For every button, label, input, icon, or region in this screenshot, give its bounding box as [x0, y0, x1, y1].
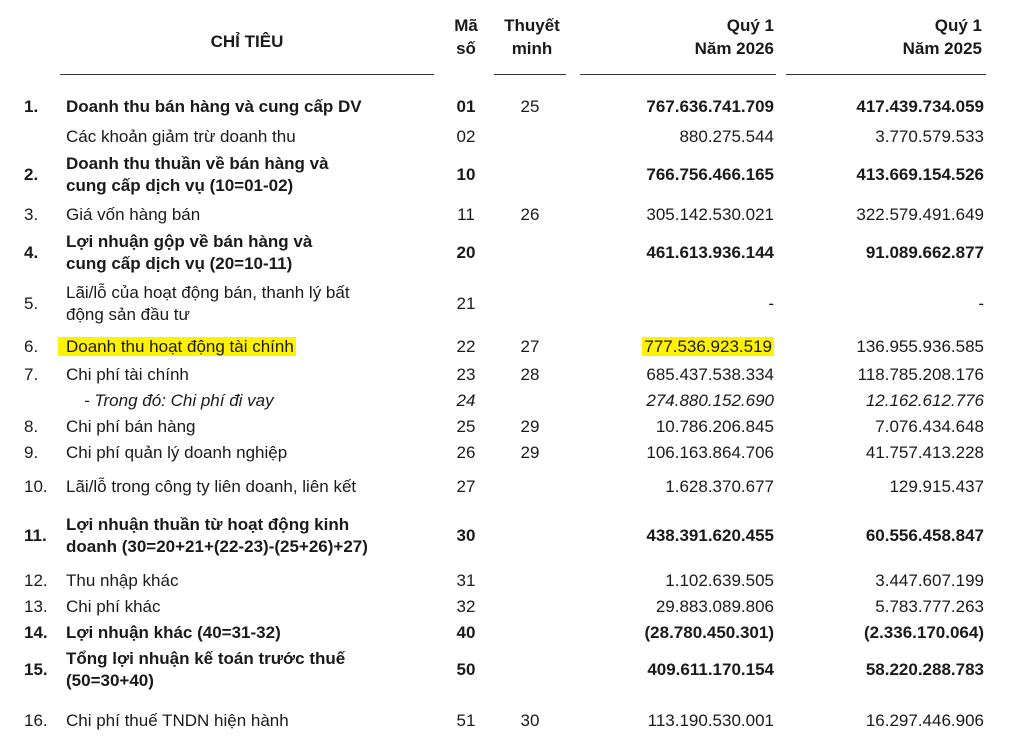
header-q2025-line2: Năm 2025 — [902, 39, 982, 58]
row-label-line1: Lãi/lỗ của hoạt động bán, thanh lý bất — [66, 283, 350, 302]
row-value-2026: 305.142.530.021 — [646, 205, 774, 224]
row-number: 10. — [24, 477, 48, 496]
header-chi-tieu: CHỈ TIÊU — [210, 32, 284, 51]
row-label-line1: Tổng lợi nhuận kế toán trước thuế — [66, 649, 346, 668]
row-label-line2: cung cấp dịch vụ (20=10-11) — [66, 254, 293, 273]
row-value-2025: 417.439.734.059 — [856, 97, 984, 116]
row-number: 12. — [24, 571, 48, 590]
row-label — [66, 282, 436, 326]
row-number: 1. — [24, 97, 39, 116]
row-code: 50 — [456, 660, 476, 679]
row-value-2026: (28.780.450.301) — [644, 623, 774, 642]
row-value-2025: 41.757.413.228 — [865, 443, 984, 462]
row-label: Chi phí quản lý doanh nghiệp — [66, 443, 288, 462]
row-value-2025: 136.955.936.585 — [856, 337, 984, 356]
row-label: Doanh thu bán hàng và cung cấp DV — [66, 97, 362, 116]
row-number: 2. — [24, 165, 39, 184]
row-value-2025: (2.336.170.064) — [863, 623, 984, 642]
row-number: 6. — [24, 337, 39, 356]
row-value-2025: 60.556.458.847 — [865, 526, 984, 545]
row-number: 5. — [24, 294, 39, 313]
row-code: 01 — [456, 97, 476, 116]
row-number: 11. — [24, 526, 47, 545]
row-number: 8. — [24, 417, 39, 436]
row-number: 13. — [24, 597, 48, 616]
row-code: 22 — [456, 337, 476, 356]
row-label: Thu nhập khác — [66, 571, 179, 590]
row-value-2026: 106.163.864.706 — [646, 443, 774, 462]
row-label-line2: động sản đầu tư — [66, 305, 190, 324]
row-code: 20 — [456, 243, 476, 262]
row-value-2025: 7.076.434.648 — [875, 417, 984, 436]
row-label: Chi phí khác — [66, 597, 161, 616]
row-value-2026: 409.611.170.154 — [647, 660, 774, 679]
row-code: 26 — [456, 443, 476, 462]
row-code: 30 — [456, 526, 476, 545]
row-number: 4. — [24, 243, 39, 262]
row-code: 51 — [456, 711, 476, 730]
row-code: 32 — [456, 597, 476, 616]
table-row — [0, 153, 1015, 197]
row-value-2026: 438.391.620.455 — [646, 526, 774, 545]
row-label: Chi phí bán hàng — [66, 417, 196, 436]
row-value-2026: 766.756.466.165 — [646, 165, 774, 184]
header-q2025 — [784, 14, 982, 60]
row-label-line2: doanh (30=20+21+(22-23)-(25+26)+27) — [66, 537, 368, 556]
row-note: 29 — [520, 443, 540, 462]
table-row — [0, 648, 1015, 692]
row-label: Giá vốn hàng bán — [66, 205, 201, 224]
row-label-line1: Lợi nhuận thuần từ hoạt động kinh — [66, 515, 350, 534]
highlight-mark: 777.536.923.519 — [644, 337, 772, 356]
row-code: 24 — [456, 391, 476, 410]
header-rule-thuyet-minh — [494, 74, 566, 75]
row-label — [66, 336, 436, 358]
row-value-2025: - — [978, 294, 984, 313]
row-value-2026: 461.613.936.144 — [646, 243, 774, 262]
row-label — [66, 514, 436, 558]
row-note: 25 — [520, 97, 540, 116]
header-rule-chi-tieu — [60, 74, 434, 75]
row-label-line1: Doanh thu thuần về bán hàng và — [66, 154, 329, 173]
row-value-2026: - — [768, 294, 774, 313]
row-code: 31 — [456, 571, 476, 590]
row-label: Lợi nhuận khác (40=31-32) — [66, 623, 281, 642]
row-note: 29 — [520, 417, 540, 436]
row-code: 02 — [456, 127, 476, 146]
row-number: 3. — [24, 205, 39, 224]
row-note: 26 — [520, 205, 540, 224]
row-number: 15. — [24, 660, 48, 679]
row-label: Các khoản giảm trừ doanh thu — [66, 127, 296, 146]
header-q2026 — [580, 14, 774, 60]
row-value-2025: 58.220.288.783 — [865, 660, 984, 679]
row-value-2026: 685.437.538.334 — [646, 365, 774, 384]
row-value-2025: 16.297.446.906 — [865, 711, 984, 730]
row-value-2026: 1.628.370.677 — [665, 477, 774, 496]
row-value-2025: 3.447.607.199 — [875, 571, 984, 590]
header-thuyet-minh — [494, 14, 570, 60]
row-value-2025: 3.770.579.533 — [875, 127, 984, 146]
row-code: 25 — [456, 417, 476, 436]
row-value-2026: 1.102.639.505 — [665, 571, 774, 590]
row-value-2025: 12.162.612.776 — [865, 391, 984, 410]
row-value-2026: 767.636.741.709 — [646, 97, 774, 116]
header-q2026-line1: Quý 1 — [726, 16, 774, 35]
row-label: Chi phí tài chính — [66, 365, 189, 384]
row-note: 28 — [520, 365, 540, 384]
header-rule-q2025 — [786, 74, 986, 75]
header-q2026-line2: Năm 2026 — [694, 39, 774, 58]
row-code: 11 — [457, 205, 475, 224]
table-row — [0, 282, 1015, 326]
row-label — [66, 153, 436, 197]
row-label-line2: cung cấp dịch vụ (10=01-02) — [66, 176, 294, 195]
header-ma-so-line2: số — [456, 39, 476, 58]
row-value-2026 — [578, 336, 774, 358]
row-value-2026: 113.190.530.001 — [647, 711, 774, 730]
row-value-2026: 10.786.206.845 — [655, 417, 774, 436]
row-label: - Trong đó: Chi phí đi vay — [84, 391, 274, 410]
header-ma-so-line1: Mã — [454, 16, 478, 35]
header-rule-q2026 — [580, 74, 776, 75]
row-note: 27 — [520, 337, 540, 356]
row-number: 9. — [24, 443, 39, 462]
row-label: Lãi/lỗ trong công ty liên doanh, liên kết — [66, 477, 357, 496]
highlight-mark: Doanh thu hoạt động tài chính — [58, 337, 296, 356]
row-code: 21 — [456, 294, 476, 313]
header-thuyet-minh-line2: minh — [511, 39, 553, 58]
row-code: 23 — [456, 365, 476, 384]
row-note: 30 — [520, 711, 540, 730]
header-thuyet-minh-line1: Thuyết — [504, 16, 560, 35]
row-value-2026: 274.880.152.690 — [646, 391, 774, 410]
row-number: 16. — [24, 711, 48, 730]
row-value-2026: 29.883.089.806 — [655, 597, 774, 616]
row-label-line1: Lợi nhuận gộp về bán hàng và — [66, 232, 313, 251]
row-value-2025: 91.089.662.877 — [865, 243, 984, 262]
row-code: 40 — [456, 623, 476, 642]
row-code: 27 — [456, 477, 476, 496]
row-value-2025: 5.783.777.263 — [875, 597, 984, 616]
row-value-2025: 322.579.491.649 — [856, 205, 984, 224]
header-ma-so — [440, 14, 492, 60]
row-label: Chi phí thuế TNDN hiện hành — [66, 711, 289, 730]
row-value-2025: 413.669.154.526 — [856, 165, 984, 184]
row-label-line2: (50=30+40) — [66, 671, 154, 690]
table-row — [0, 514, 1015, 558]
row-number: 14. — [24, 623, 48, 642]
header-q2025-line1: Quý 1 — [934, 16, 982, 35]
row-label — [66, 231, 436, 275]
row-label — [66, 648, 436, 692]
row-number: 7. — [24, 365, 39, 384]
table-row — [0, 231, 1015, 275]
row-value-2025: 129.915.437 — [889, 477, 984, 496]
row-code: 10 — [456, 165, 476, 184]
row-value-2025: 118.785.208.176 — [857, 365, 984, 384]
row-value-2026: 880.275.544 — [679, 127, 774, 146]
